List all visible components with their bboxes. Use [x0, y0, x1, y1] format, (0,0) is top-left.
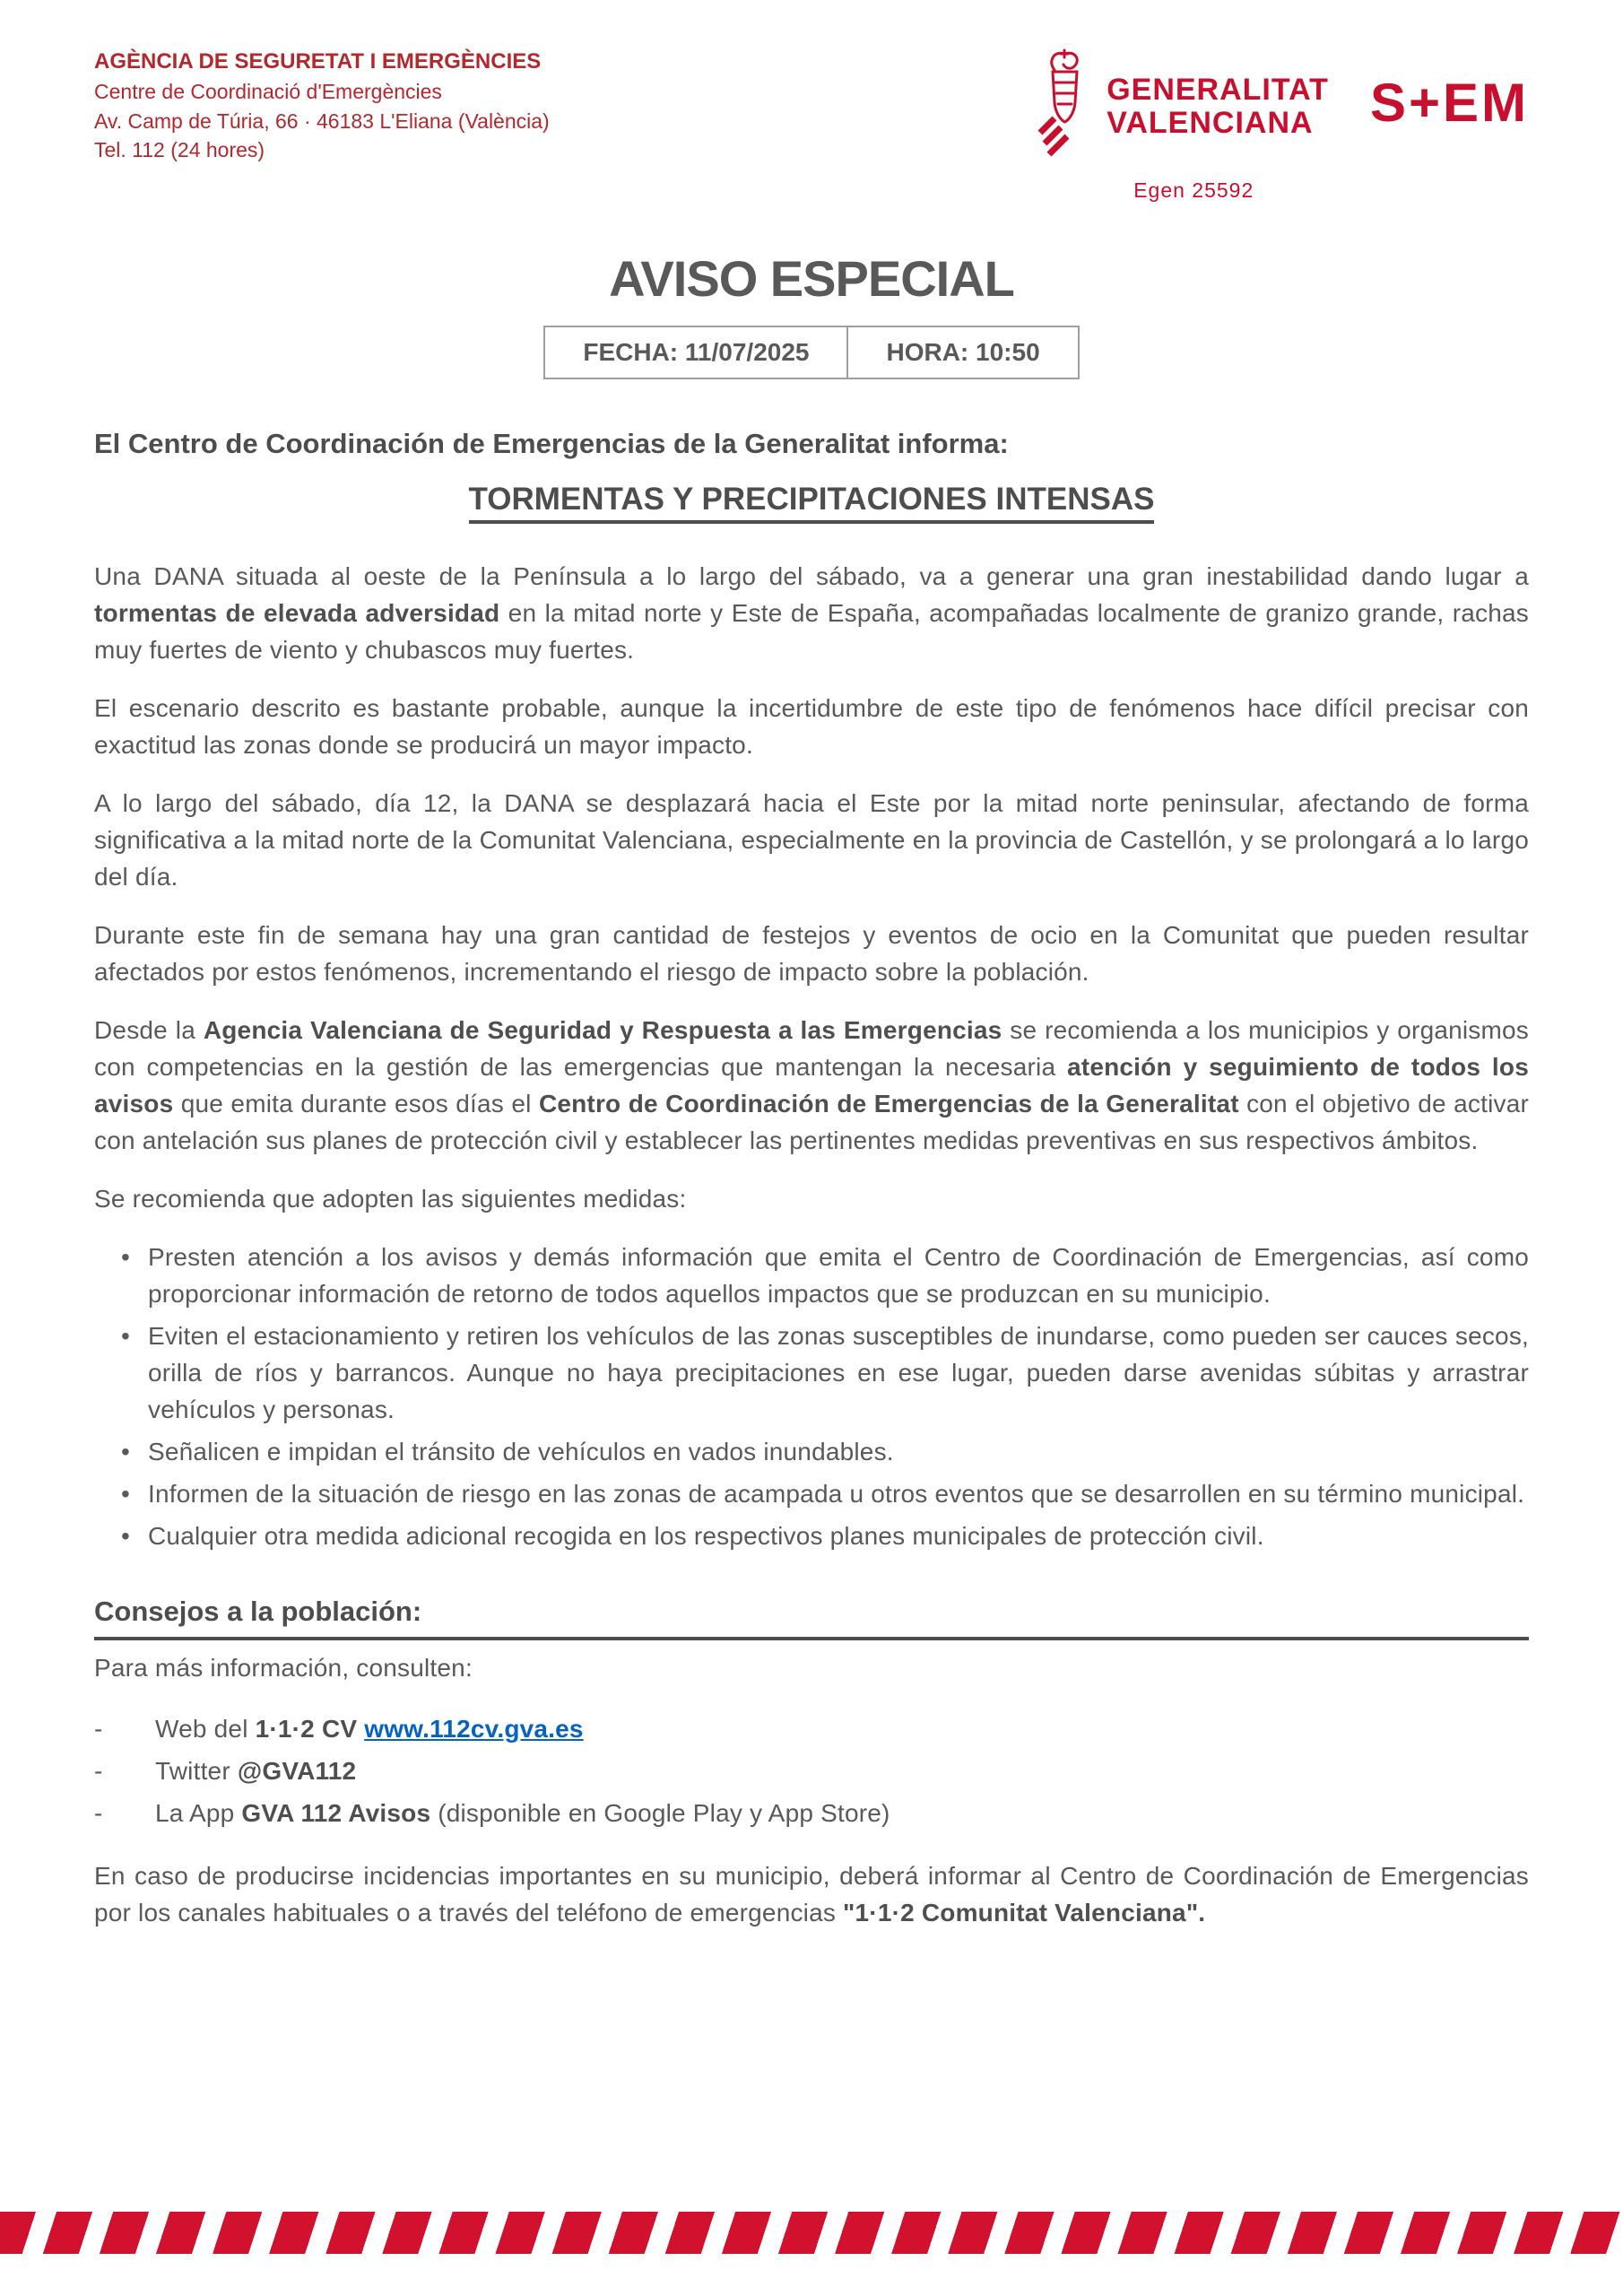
main-content [0, 428, 1623, 1931]
agency-address: Av. Camp de Túria, 66 · 46183 L'Eliana (València) [94, 109, 550, 133]
info-links-list [94, 1708, 1529, 1834]
sem-logo: S+EM [1369, 73, 1529, 133]
paragraph-festejos: Durante este fin de semana hay una gran cantidad de festejos y eventos de ocio en la Comunitat que pueden resultar afectados por estos fenómenos, incrementando el riesgo de impacto sobre la población. [94, 921, 1529, 986]
agency-department: Centre de Coordinació d'Emergències [94, 80, 442, 104]
consejos-heading: Consejos a la población: [94, 1596, 1529, 1640]
advice-intro: Se recomienda que adopten las siguientes medidas: [94, 1185, 687, 1213]
agency-address-block [94, 47, 550, 203]
dash-icon: - [94, 1799, 103, 1827]
agency-name: AGÈNCIA DE SEGURETAT I EMERGÈNCIES [94, 49, 542, 74]
bullet-icon: • [121, 1480, 131, 1508]
agency-phone: Tel. 112 (24 hores) [94, 138, 265, 162]
generalitat-logo [1035, 47, 1329, 203]
paragraph-sabado: A lo largo del sábado, día 12, la DANA se desplazará hacia el Este por la mitad norte peninsular, afectando de forma significativa a la mitad norte de la Comunitat Valenciana, especialmente en la provincia de Castellón, y se prolongará a lo largo del día. [94, 789, 1529, 891]
page-title: AVISO ESPECIAL [609, 250, 1014, 307]
link-web-112cv[interactable]: Web del 1·1·2 CV www.112cv.gva.es [155, 1715, 584, 1743]
list-item [94, 1792, 1529, 1834]
list-item [94, 1708, 1529, 1750]
hora-cell: HORA: 10:50 [846, 327, 1077, 378]
generalitat-wordmark: GENERALITAT VALENCIANA [1107, 73, 1329, 140]
paragraph-escenario: El escenario descrito es bastante probable, aunque la incertidumbre de este tipo de fenómenos hace difícil precisar con exactitud las zonas donde se producirá un mayor impacto. [94, 694, 1529, 759]
generalitat-emblem-icon [1035, 47, 1094, 166]
bullet-icon: • [121, 1522, 131, 1550]
dash-icon: - [94, 1757, 103, 1785]
list-item: • Cualquier otra medida adicional recogida en los respectivos planes municipales de protección civil. [121, 1518, 1529, 1554]
date-time-table [543, 326, 1079, 379]
body-paragraphs [94, 558, 1529, 1217]
list-item: • Señalicen e impidan el tránsito de vehículos en vados inundables. [121, 1433, 1529, 1470]
subject-heading: TORMENTAS Y PRECIPITACIONES INTENSAS [469, 482, 1155, 524]
link-twitter: Twitter @GVA112 [155, 1757, 357, 1785]
bullet-icon: • [121, 1438, 131, 1465]
bullet-icon: • [121, 1243, 131, 1271]
logos-block [1035, 47, 1529, 203]
link-app: La App GVA 112 Avisos (disponible en Google Play y App Store) [155, 1799, 890, 1827]
egen-number: Egen 25592 [1133, 178, 1254, 202]
hazard-stripes [0, 2212, 1623, 2254]
paragraph-agencia: Desde la Agencia Valenciana de Seguridad y Respuesta a las Emergencias se recomienda a los municipios y organismos con competencias en la gestión de las emergencias que mantengan la necesaria atención y seguimiento de todos los avisos que emita durante esos días el Centro de Coordinación de Emergencias de la Generalitat con el objetivo de activar con antelación sus planes de protección civil y establecer las pertinentes medidas preventivas en sus respectivos ámbitos. [94, 1016, 1530, 1154]
consejos-intro: Para más información, consulten: [94, 1654, 473, 1682]
informa-heading: El Centro de Coordinación de Emergencias de la Generalitat informa: [94, 428, 1009, 459]
list-item: • Informen de la situación de riesgo en las zonas de acampada u otros eventos que se desarrollen en su término municipal. [121, 1475, 1529, 1512]
list-item [94, 1750, 1529, 1792]
bullet-icon: • [121, 1322, 131, 1350]
paragraph-dana: Una DANA situada al oeste de la Península a lo largo del sábado, va a generar una gran inestabilidad dando lugar a tormentas de elevada adversidad en la mitad norte y Este de España, acompañadas localmente de granizo grande, rachas muy fuertes de viento y chubascos muy fuertes. [94, 562, 1529, 664]
dash-icon: - [94, 1715, 103, 1743]
header [0, 0, 1623, 203]
list-item: • Eviten el estacionamiento y retiren los vehículos de las zonas susceptibles de inundarse, como pueden ser cauces secos, orilla de ríos y barrancos. Aunque no haya precipitaciones en ese lugar, pueden darse avenidas súbitas y arrastrar vehículos y personas. [121, 1318, 1529, 1428]
advice-list [121, 1239, 1529, 1554]
list-item: • Presten atención a los avisos y demás información que emita el Centro de Coordinación de Emergencias, así como proporcionar información de retorno de todos aquellos impactos que se produzcan en su municipio. [121, 1239, 1529, 1312]
closing-paragraph: En caso de producirse incidencias importantes en su municipio, deberá informar al Centro de Coordinación de Emergencias por los canales habituales o a través del teléfono de emergencias "1·1·2 Comunitat Valenciana". [94, 1862, 1529, 1926]
fecha-cell: FECHA: 11/07/2025 [583, 338, 810, 366]
